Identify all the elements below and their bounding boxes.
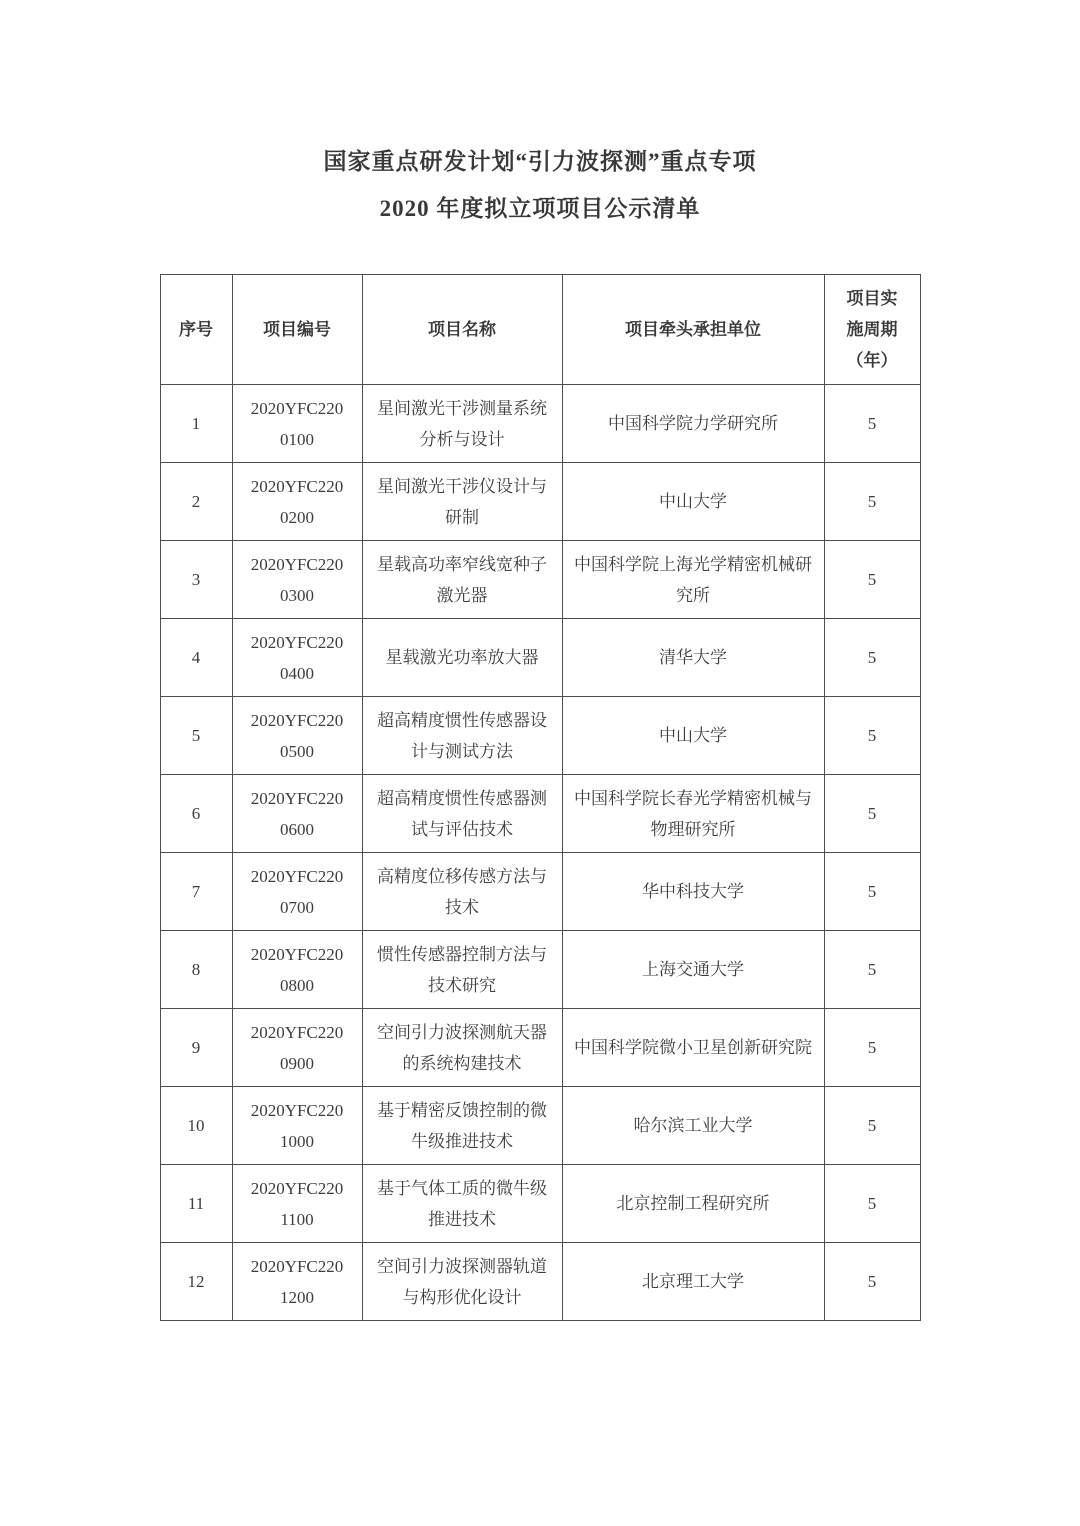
cell-years: 5 [824, 619, 920, 697]
table-row [160, 775, 920, 853]
page-title-line2: 2020 年度拟立项项目公示清单 [379, 196, 701, 221]
table-row [160, 619, 920, 697]
cell-code: 2020YFC2200800 [232, 931, 362, 1009]
table-row [160, 1243, 920, 1321]
table-row [160, 931, 920, 1009]
cell-no: 11 [160, 1165, 232, 1243]
cell-no: 12 [160, 1243, 232, 1321]
cell-name: 星载激光功率放大器 [362, 619, 562, 697]
header-cell-no: 序号 [160, 275, 232, 385]
cell-years: 5 [824, 1009, 920, 1087]
cell-name: 星载高功率窄线宽种子激光器 [362, 541, 562, 619]
cell-no: 2 [160, 463, 232, 541]
cell-years: 5 [824, 775, 920, 853]
cell-code: 2020YFC2200600 [232, 775, 362, 853]
cell-no: 4 [160, 619, 232, 697]
cell-years: 5 [824, 853, 920, 931]
cell-name: 超高精度惯性传感器设计与测试方法 [362, 697, 562, 775]
document-title [0, 138, 1080, 232]
cell-code: 2020YFC2200100 [232, 385, 362, 463]
cell-no: 10 [160, 1087, 232, 1165]
cell-code: 2020YFC2200500 [232, 697, 362, 775]
cell-name: 超高精度惯性传感器测试与评估技术 [362, 775, 562, 853]
cell-unit: 清华大学 [562, 619, 824, 697]
cell-code: 2020YFC2200900 [232, 1009, 362, 1087]
projects-table [160, 274, 921, 1321]
cell-no: 1 [160, 385, 232, 463]
cell-unit: 中国科学院微小卫星创新研究院 [562, 1009, 824, 1087]
cell-code: 2020YFC2200400 [232, 619, 362, 697]
cell-unit: 中山大学 [562, 697, 824, 775]
cell-no: 5 [160, 697, 232, 775]
table-body [160, 385, 920, 1321]
table-row [160, 1009, 920, 1087]
cell-unit: 上海交通大学 [562, 931, 824, 1009]
cell-code: 2020YFC2201200 [232, 1243, 362, 1321]
cell-name: 空间引力波探测器轨道与构形优化设计 [362, 1243, 562, 1321]
table-row [160, 853, 920, 931]
cell-years: 5 [824, 1087, 920, 1165]
cell-name: 星间激光干涉仪设计与研制 [362, 463, 562, 541]
header-cell-unit: 项目牵头承担单位 [562, 275, 824, 385]
cell-name: 高精度位移传感方法与技术 [362, 853, 562, 931]
cell-years: 5 [824, 1165, 920, 1243]
cell-code: 2020YFC2200300 [232, 541, 362, 619]
cell-years: 5 [824, 1243, 920, 1321]
table-row [160, 463, 920, 541]
cell-code: 2020YFC2201100 [232, 1165, 362, 1243]
cell-no: 6 [160, 775, 232, 853]
cell-unit: 中山大学 [562, 463, 824, 541]
header-cell-period: 项目实施周期（年） [824, 275, 920, 385]
cell-name: 基于气体工质的微牛级推进技术 [362, 1165, 562, 1243]
cell-no: 3 [160, 541, 232, 619]
cell-code: 2020YFC2200200 [232, 463, 362, 541]
cell-years: 5 [824, 385, 920, 463]
cell-unit: 北京理工大学 [562, 1243, 824, 1321]
cell-unit: 北京控制工程研究所 [562, 1165, 824, 1243]
cell-unit: 哈尔滨工业大学 [562, 1087, 824, 1165]
cell-name: 空间引力波探测航天器的系统构建技术 [362, 1009, 562, 1087]
cell-no: 8 [160, 931, 232, 1009]
table-row [160, 541, 920, 619]
cell-no: 7 [160, 853, 232, 931]
header-cell-name: 项目名称 [362, 275, 562, 385]
page-title-line1: 国家重点研发计划“引力波探测”重点专项 [323, 149, 757, 174]
cell-unit: 中国科学院上海光学精密机械研究所 [562, 541, 824, 619]
cell-name: 惯性传感器控制方法与技术研究 [362, 931, 562, 1009]
cell-years: 5 [824, 931, 920, 1009]
cell-unit: 华中科技大学 [562, 853, 824, 931]
header-cell-code: 项目编号 [232, 275, 362, 385]
cell-code: 2020YFC2201000 [232, 1087, 362, 1165]
cell-unit: 中国科学院力学研究所 [562, 385, 824, 463]
cell-unit: 中国科学院长春光学精密机械与物理研究所 [562, 775, 824, 853]
table-row [160, 385, 920, 463]
table-row [160, 697, 920, 775]
cell-name: 星间激光干涉测量系统分析与设计 [362, 385, 562, 463]
table-row [160, 1165, 920, 1243]
cell-no: 9 [160, 1009, 232, 1087]
cell-code: 2020YFC2200700 [232, 853, 362, 931]
cell-years: 5 [824, 697, 920, 775]
cell-years: 5 [824, 541, 920, 619]
cell-name: 基于精密反馈控制的微牛级推进技术 [362, 1087, 562, 1165]
cell-years: 5 [824, 463, 920, 541]
table-header-row [160, 275, 920, 385]
table-row [160, 1087, 920, 1165]
